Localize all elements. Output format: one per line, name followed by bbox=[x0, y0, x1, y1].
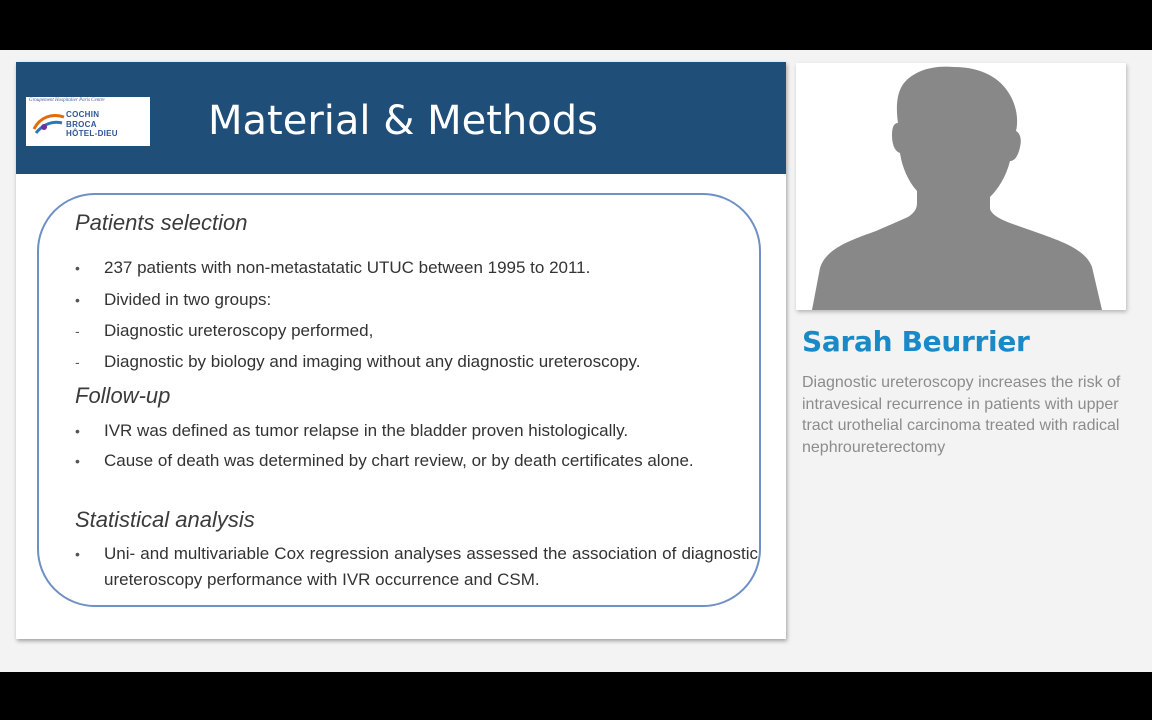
logo-line: BROCA bbox=[66, 119, 97, 129]
dash-marker: - bbox=[75, 323, 80, 339]
list-item: Divided in two groups: bbox=[104, 290, 272, 309]
logo-tagline: Groupement Hospitalier Paris Centre bbox=[29, 98, 105, 103]
list-item: 237 patients with non-metastatatic UTUC between 1995 to 2011. bbox=[104, 258, 591, 277]
dash-marker: - bbox=[75, 354, 80, 370]
speaker-photo bbox=[796, 63, 1126, 310]
logo-swoosh-icon bbox=[32, 111, 66, 135]
logo-line: HÔTEL-DIEU bbox=[66, 129, 118, 138]
bullet-marker: • bbox=[75, 546, 80, 562]
player-stage bbox=[0, 50, 1152, 672]
bullet-marker: • bbox=[75, 292, 80, 308]
slide bbox=[16, 62, 786, 639]
section-heading: Follow-up bbox=[75, 383, 171, 408]
list-item: Uni- and multivariable Cox regression analyses assessed the association of diagnostic ureteroscopy performance with IVR occurrence and CSM. bbox=[104, 544, 758, 589]
list-item: Diagnostic ureteroscopy performed, bbox=[104, 321, 374, 340]
bullet-marker: • bbox=[75, 423, 80, 439]
talk-title: Diagnostic ureteroscopy increases the risk of intravesical recurrence in patients with upper tract urothelial carcinoma treated with radical nephroureterectomy bbox=[802, 374, 1121, 456]
bullet-marker: • bbox=[75, 260, 80, 276]
list-item: Cause of death was determined by chart review, or by death certificates alone. bbox=[104, 451, 694, 470]
slide-header bbox=[16, 62, 786, 174]
speaker-name: Sarah Beurrier bbox=[802, 325, 1030, 358]
bullet-marker: • bbox=[75, 453, 80, 469]
slide-title: Material & Methods bbox=[208, 98, 598, 144]
logo-wordmark bbox=[66, 110, 118, 139]
section-heading: Statistical analysis bbox=[75, 507, 255, 532]
person-silhouette-icon bbox=[796, 63, 1126, 310]
list-item: Diagnostic by biology and imaging without any diagnostic ureteroscopy. bbox=[104, 352, 641, 371]
logo-line: COCHIN bbox=[66, 110, 100, 119]
list-item: IVR was defined as tumor relapse in the bladder proven histologically. bbox=[104, 421, 629, 440]
hospital-logo bbox=[26, 97, 150, 146]
section-heading: Patients selection bbox=[75, 210, 248, 235]
